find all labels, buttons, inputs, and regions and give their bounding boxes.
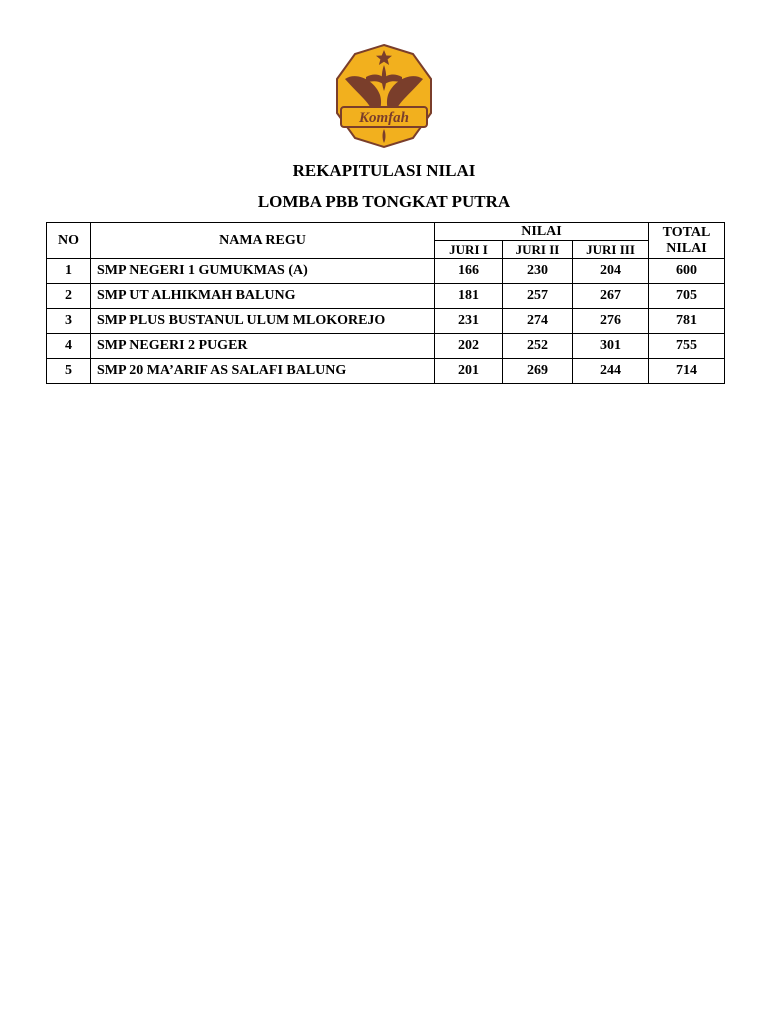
cell-no: 5	[47, 359, 91, 384]
cell-juri-1: 231	[435, 309, 503, 334]
cell-no: 4	[47, 334, 91, 359]
cell-juri-1: 201	[435, 359, 503, 384]
cell-juri-3: 244	[573, 359, 649, 384]
page-title: REKAPITULASI NILAI	[292, 161, 476, 180]
cell-no: 2	[47, 284, 91, 309]
cell-nama-regu: SMP PLUS BUSTANUL ULUM MLOKOREJO	[91, 309, 435, 334]
table-row	[47, 284, 725, 309]
cell-juri-1: 202	[435, 334, 503, 359]
page-subtitle: LOMBA PBB TONGKAT PUTRA	[257, 192, 511, 211]
cell-no: 1	[47, 259, 91, 284]
header-nilai: NILAI	[435, 223, 649, 241]
cell-juri-2: 257	[503, 284, 573, 309]
cell-nama-regu: SMP NEGERI 1 GUMUKMAS (A)	[91, 259, 435, 284]
table-row	[47, 334, 725, 359]
cell-total: 714	[649, 359, 725, 384]
cell-juri-3: 204	[573, 259, 649, 284]
cell-nama-regu: SMP UT ALHIKMAH BALUNG	[91, 284, 435, 309]
cell-nama-regu: SMP NEGERI 2 PUGER	[91, 334, 435, 359]
header-total-nilai	[649, 223, 725, 259]
komfah-logo-icon	[331, 43, 437, 149]
score-table	[46, 222, 725, 384]
header-juri-1: JURI I	[435, 241, 503, 259]
header-juri-3: JURI III	[573, 241, 649, 259]
cell-juri-3: 267	[573, 284, 649, 309]
cell-juri-3: 276	[573, 309, 649, 334]
header-juri-2: JURI II	[503, 241, 573, 259]
cell-nama-regu: SMP 20 MA’ARIF AS SALAFI BALUNG	[91, 359, 435, 384]
header-total-line1: TOTAL	[662, 224, 711, 240]
cell-juri-3: 301	[573, 334, 649, 359]
cell-total: 600	[649, 259, 725, 284]
cell-juri-2: 230	[503, 259, 573, 284]
cell-juri-2: 252	[503, 334, 573, 359]
table-row	[47, 309, 725, 334]
table-row	[47, 359, 725, 384]
cell-juri-2: 269	[503, 359, 573, 384]
cell-total: 755	[649, 334, 725, 359]
cell-no: 3	[47, 309, 91, 334]
table-header-row	[47, 223, 725, 241]
header-nama-regu: NAMA REGU	[91, 223, 435, 259]
header-total-line2: NILAI	[666, 240, 707, 256]
cell-total: 705	[649, 284, 725, 309]
logo-wordmark: Komfah	[358, 110, 410, 126]
cell-total: 781	[649, 309, 725, 334]
table-row	[47, 259, 725, 284]
header-no: NO	[47, 223, 91, 259]
cell-juri-1: 181	[435, 284, 503, 309]
cell-juri-2: 274	[503, 309, 573, 334]
cell-juri-1: 166	[435, 259, 503, 284]
